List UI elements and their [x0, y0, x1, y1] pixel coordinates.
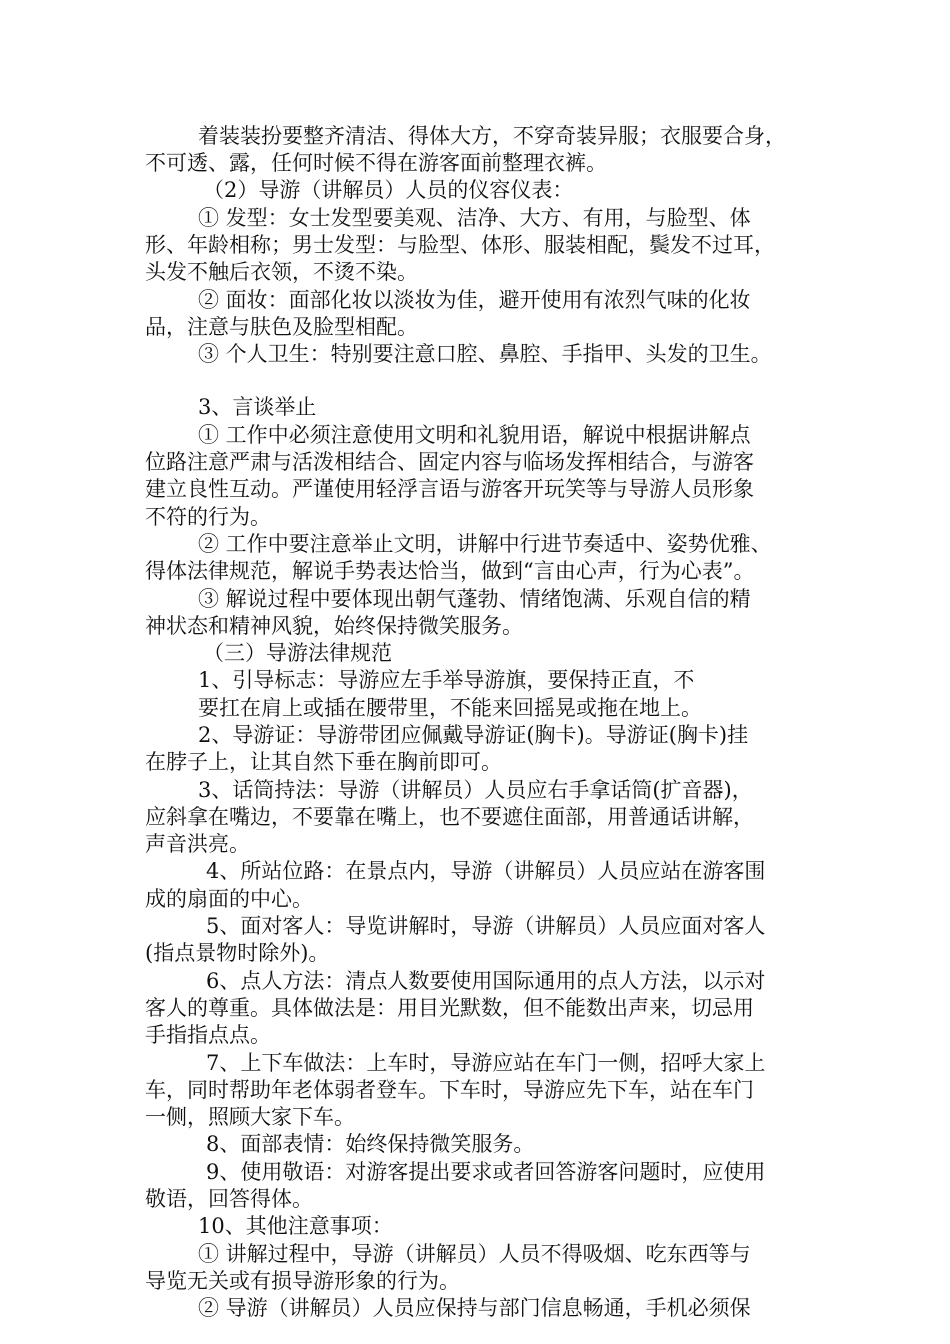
section-heading: 3、言谈举止 [198, 395, 317, 419]
text-line: (指点景物时除外)。 [145, 941, 330, 965]
text-line: 不可透、露，任何时候不得在游客面前整理衣裤。 [145, 151, 607, 175]
text-line: 敬语，回答得体。 [145, 1187, 313, 1211]
text-line: 2、导游证：导游带团应佩戴导游证(胸卡)。导游证(胸卡)挂 [198, 723, 749, 747]
text-line: ① 讲解过程中，导游（讲解员）人员不得吸烟、吃东西等与 [198, 1242, 751, 1266]
text-line: ① 工作中必须注意使用文明和礼貌用语，解说中根据讲解点 [198, 423, 751, 447]
text-line: 6、点人方法：清点人数要使用国际通用的点人方法，以示对 [206, 969, 766, 993]
text-line: 应斜拿在嘴边，不要靠在嘴上，也不要遮住面部，用普通话讲解， [145, 805, 754, 829]
text-line: ① 发型：女士发型要美观、洁净、大方、有用，与脸型、体 [198, 206, 751, 230]
text-line: 一侧，照顾大家下车。 [145, 1105, 355, 1129]
text-line: ② 面妆：面部化妆以淡妆为佳，避开使用有浓烈气味的化妆 [198, 288, 751, 312]
text-line: 品，注意与肤色及脸型相配。 [145, 315, 418, 339]
text-line: ③ 解说过程中要体现出朝气蓬勃、情绪饱满、乐观自信的精 [198, 587, 751, 611]
section-heading: （2）导游（讲解员）人员的仪容仪表： [203, 178, 574, 202]
text-line: 客人的尊重。具体做法是：用目光默数，但不能数出声来，切忌用 [145, 996, 754, 1020]
text-line: 3、话筒持法：导游（讲解员）人员应右手拿话筒(扩音器)， [198, 778, 753, 802]
text-line: 车，同时帮助年老体弱者登车。下车时，导游应先下车，站在车门 [145, 1078, 754, 1102]
text-line: 1、引导标志：导游应左手举导游旗，要保持正直，不 [198, 668, 695, 692]
text-line: 着装装扮要整齐清洁、得体大方，不穿奇装异服；衣服要合身， [198, 124, 786, 148]
text-line: 头发不触后衣领，不烫不染。 [145, 260, 418, 284]
text-line: 形、年龄相称；男士发型：与脸型、体形、服装相配，鬓发不过耳， [145, 233, 775, 257]
text-line: ② 导游（讲解员）人员应保持与部门信息畅通，手机必须保 [198, 1296, 751, 1320]
text-line: 神状态和精神风貌，始终保持微笑服务。 [145, 614, 523, 638]
text-line: 8、面部表情：始终保持微笑服务。 [206, 1132, 535, 1156]
text-line: 位路注意严肃与活泼相结合、固定内容与临场发挥相结合，与游客 [145, 450, 754, 474]
text-line: 9、使用敬语：对游客提出要求或者回答游客问题时，应使用 [206, 1160, 766, 1184]
text-line: 要扛在肩上或插在腰带里，不能来回摇晃或拖在地上。 [198, 696, 702, 720]
text-line: 得体法律规范，解说手势表达恰当，做到“言由心声，行为心表”。 [145, 559, 755, 583]
text-line: 7、上下车做法：上车时，导游应站在车门一侧，招呼大家上 [206, 1051, 766, 1075]
text-line: 在脖子上，让其自然下垂在胸前即可。 [145, 750, 502, 774]
text-line: ③ 个人卫生：特别要注意口腔、鼻腔、手指甲、头发的卫生。 [198, 342, 772, 366]
section-heading: （三）导游法律规范 [203, 641, 392, 665]
text-line: 5、面对客人：导览讲解时，导游（讲解员）人员应面对客人 [206, 914, 766, 938]
text-line: 手指指点点。 [145, 1023, 271, 1047]
text-line: 10、其他注意事项： [198, 1214, 393, 1238]
text-line: 成的扇面的中心。 [145, 887, 313, 911]
text-line: 导览无关或有损导游形象的行为。 [145, 1269, 460, 1293]
text-line: 建立良性互动。严谨使用轻浮言语与游客开玩笑等与导游人员形象 [145, 477, 754, 501]
text-line: 4、所站位路：在景点内，导游（讲解员）人员应站在游客围 [206, 859, 766, 883]
text-line: ② 工作中要注意举止文明，讲解中行进节奏适中、姿势优雅、 [198, 532, 772, 556]
text-line: 声音洪亮。 [145, 832, 250, 856]
text-line: 不符的行为。 [145, 505, 271, 529]
